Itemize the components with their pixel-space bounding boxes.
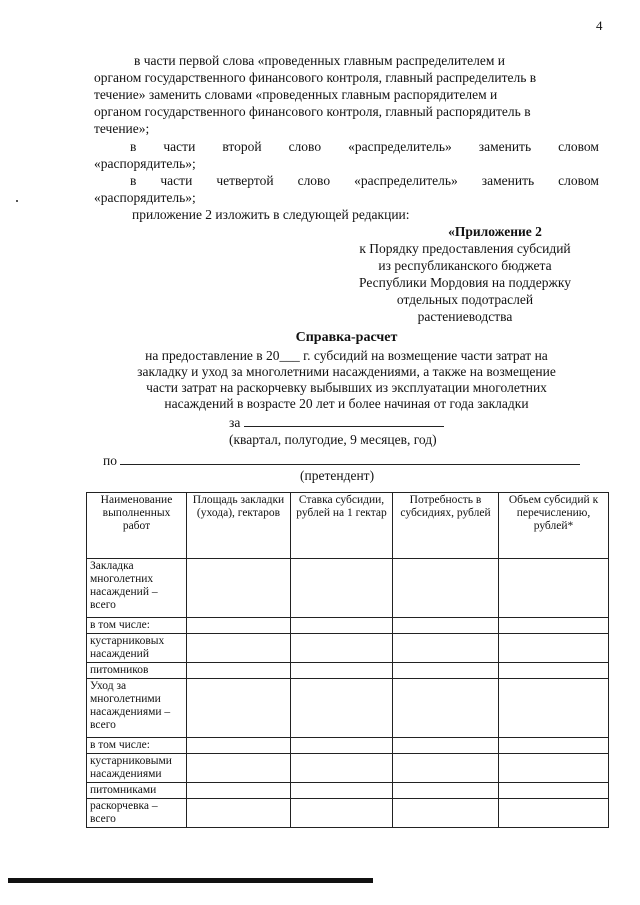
applicant-line [103,453,580,469]
row-label: раскорчевка – всего [87,799,187,828]
appendix-title: «Приложение 2 [448,224,542,239]
header-amount: Объем субсидий к перечислению, рублей* [499,493,609,559]
paragraph-1-line-1-text: в части первой слова «проведенных главным распределителем и [134,53,506,68]
paragraph-4: приложение 2 изложить в следующей редакции: [132,207,410,222]
applicant-prefix: по [103,453,117,468]
word: заменить [478,139,532,154]
cell-need[interactable] [393,634,499,663]
period-prefix: за [229,415,241,430]
appendix-line-5: растениеводства [417,309,513,324]
cell-rate[interactable] [291,783,393,799]
cell-need[interactable] [393,679,499,738]
period-line [229,415,444,431]
period-blank [244,415,444,427]
cell-amount[interactable] [499,634,609,663]
row-label: в том числе: [87,738,187,754]
applicant-blank [120,453,580,465]
cell-area[interactable] [187,754,291,783]
table-row [87,679,609,738]
cell-rate[interactable] [291,799,393,828]
cell-need[interactable] [393,559,499,618]
word: словом [558,139,599,154]
paragraph-2-line-2: «распорядитель»; [94,156,196,171]
period-hint: (квартал, полугодие, 9 месяцев, год) [229,432,437,447]
paragraph-3-line-2: «распорядитель»; [94,190,196,205]
cell-area[interactable] [187,559,291,618]
cell-area[interactable] [187,738,291,754]
word: словом [558,173,599,188]
cell-need[interactable] [393,663,499,679]
row-label: питомников [87,663,187,679]
cell-rate[interactable] [291,679,393,738]
row-label: Закладка многолетних насаждений – всего [87,559,187,618]
cell-need[interactable] [393,618,499,634]
row-label: кустарниковых насаждений [87,634,187,663]
cell-amount[interactable] [499,754,609,783]
cell-area[interactable] [187,663,291,679]
word: слово [297,173,331,188]
paragraph-1-line-1 [94,53,599,70]
cell-rate[interactable] [291,634,393,663]
word: «распределитель» [348,139,452,154]
cell-amount[interactable] [499,738,609,754]
scan-speck [16,200,18,202]
cell-need[interactable] [393,754,499,783]
row-label: Уход за многолетними насаждениями – всего [87,679,187,738]
cell-amount[interactable] [499,559,609,618]
cell-need[interactable] [393,783,499,799]
cell-amount[interactable] [499,618,609,634]
form-subtitle-line-4: насаждений в возрасте 20 лет и более начиная от года закладки [164,396,529,411]
word: части [160,173,193,188]
cell-rate[interactable] [291,618,393,634]
cell-need[interactable] [393,738,499,754]
cell-need[interactable] [393,799,499,828]
word: в [130,173,137,188]
word: четвертой [216,173,274,188]
form-title: Справка-расчет [295,330,398,345]
appendix-line-3: Республики Мордовия на поддержку [359,275,571,290]
word: части [163,139,196,154]
applicant-hint: (претендент) [300,468,375,483]
row-label: кустарниковыми насаждениями [87,754,187,783]
row-label: в том числе: [87,618,187,634]
appendix-line-4: отдельных подотраслей [396,292,534,307]
table-row [87,783,609,799]
cell-area[interactable] [187,679,291,738]
page-number: 4 [596,18,603,33]
paragraph-1-line-5: течение»; [94,121,150,136]
appendix-line-2: из республиканского бюджета [378,258,552,273]
form-subtitle-line-3: части затрат на раскорчевку выбывших из эксплуатации многолетних [146,380,547,395]
cell-rate[interactable] [291,738,393,754]
table-row [87,799,609,828]
cell-amount[interactable] [499,679,609,738]
cell-area[interactable] [187,634,291,663]
form-subtitle-line-1: на предоставление в 20___ г. субсидий на возмещение части затрат на [145,348,548,363]
paragraph-1-line-3: течение» заменить словами «проведенных главным распорядителем и [94,87,498,102]
table-row [87,738,609,754]
word: «распределитель» [354,173,458,188]
appendix-line-1: к Порядку предоставления субсидий [359,241,571,256]
cell-area[interactable] [187,783,291,799]
cell-area[interactable] [187,799,291,828]
header-work: Наименование выполненных работ [87,493,187,559]
cell-rate[interactable] [291,754,393,783]
cell-rate[interactable] [291,559,393,618]
word: заменить [481,173,535,188]
table-row [87,663,609,679]
table-row [87,559,609,618]
form-subtitle-line-2: закладку и уход за многолетними насаждениями, а также на возмещение [137,364,556,379]
table-header-row [87,493,609,559]
cell-area[interactable] [187,618,291,634]
cell-amount[interactable] [499,783,609,799]
word: второй [222,139,262,154]
word: в [130,139,137,154]
cell-rate[interactable] [291,663,393,679]
table-row [87,754,609,783]
table-row [87,618,609,634]
header-rate: Ставка субсидии, рублей на 1 гектар [291,493,393,559]
subsidy-table [86,492,609,828]
table-row [87,634,609,663]
paragraph-1-line-2: органом государственного финансового контроля, главный распределитель в [94,70,537,85]
header-area: Площадь закладки (ухода), гектаров [187,493,291,559]
cell-amount[interactable] [499,799,609,828]
row-label: питомниками [87,783,187,799]
header-need: Потребность в субсидиях, рублей [393,493,499,559]
word: слово [288,139,322,154]
cell-amount[interactable] [499,663,609,679]
scan-edge-bar [8,878,373,883]
paragraph-1-line-4: органом государственного финансового контроля, главный распорядитель в [94,104,531,119]
paragraph-2-line-1 [130,139,599,156]
paragraph-3-line-1 [130,173,599,190]
